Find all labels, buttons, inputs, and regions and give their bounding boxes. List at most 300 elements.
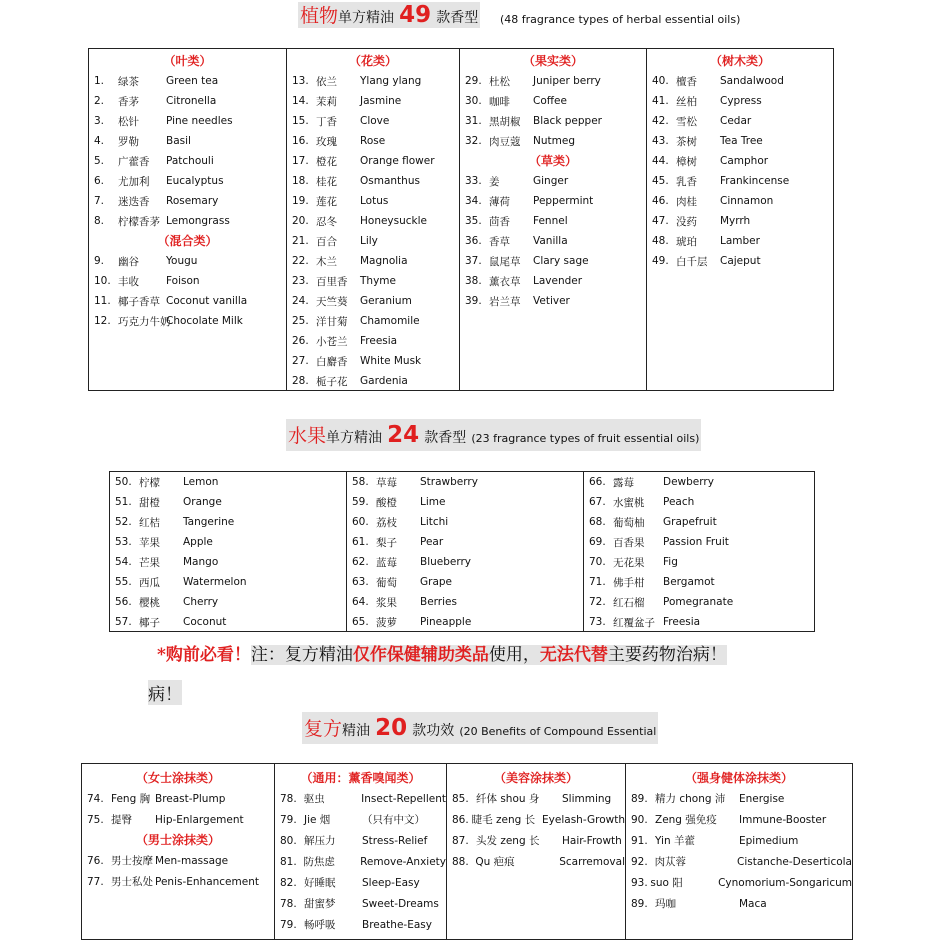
compound-column bbox=[275, 764, 447, 939]
oil-entry bbox=[460, 251, 646, 271]
entry-number: 52. bbox=[115, 516, 132, 528]
entry-number: 65. bbox=[352, 616, 369, 628]
oil-entry bbox=[287, 191, 459, 211]
entry-number: 60. bbox=[352, 516, 369, 528]
entry-number: 43. bbox=[652, 135, 669, 147]
entry-chinese-name: 西瓜 bbox=[139, 576, 160, 589]
entry-chinese-name: 蓝莓 bbox=[376, 556, 397, 569]
oil-entry bbox=[647, 131, 833, 151]
entry-english-name: Remove-Anxiety bbox=[360, 855, 446, 868]
oil-entry bbox=[584, 532, 814, 552]
entry-chinese-name: 小苍兰 bbox=[316, 335, 348, 348]
oil-entry bbox=[626, 830, 852, 851]
entry-number: 21. bbox=[292, 235, 309, 247]
entry-english-name: Pear bbox=[420, 536, 444, 548]
entry-chinese-name: 罗勒 bbox=[118, 135, 139, 148]
entry-english-name: Breast-Plump bbox=[155, 792, 226, 805]
entry-number: 71. bbox=[589, 576, 606, 588]
oil-entry bbox=[347, 472, 583, 492]
fruit-table bbox=[109, 471, 815, 632]
entry-english-name: Bergamot bbox=[663, 576, 715, 588]
entry-number: 76. bbox=[87, 854, 104, 867]
entry-chinese-name: 柠檬 bbox=[139, 476, 160, 489]
entry-number: 10. bbox=[94, 275, 111, 287]
entry-chinese-name: 迷迭香 bbox=[118, 195, 150, 208]
oil-entry bbox=[584, 552, 814, 572]
entry-number: 77. bbox=[87, 875, 104, 888]
entry-chinese-name: 肉桂 bbox=[676, 195, 697, 208]
entry-english-name: Freesia bbox=[663, 616, 701, 628]
entry-chinese-name: 解压力 bbox=[304, 835, 336, 847]
category-heading: （美容涂抹类） bbox=[493, 771, 578, 785]
category-heading: （树木类） bbox=[709, 54, 770, 68]
entry-chinese-name: 莲花 bbox=[316, 195, 337, 208]
entry-chinese-name: 畅呼吸 bbox=[304, 919, 336, 931]
fruit-title-mid: 单方精油 bbox=[326, 430, 383, 446]
entry-chinese-name: 精力 chong 沛 bbox=[655, 793, 726, 805]
entry-number: 59. bbox=[352, 496, 369, 508]
entry-english-name: Breathe-Easy bbox=[362, 918, 432, 931]
oil-entry bbox=[275, 830, 446, 851]
entry-english-name: Chocolate Milk bbox=[166, 315, 243, 327]
entry-english-name: Cistanche-Deserticola bbox=[737, 855, 852, 868]
fruit-column bbox=[584, 472, 814, 631]
entry-chinese-name: 肉苁蓉 bbox=[654, 856, 687, 868]
entry-number: 74. bbox=[87, 792, 104, 805]
entry-number: 36. bbox=[465, 235, 482, 247]
entry-english-name: Frankincense bbox=[720, 175, 790, 187]
oil-entry bbox=[460, 91, 646, 111]
entry-english-name: Gardenia bbox=[360, 375, 408, 387]
entry-number: 70. bbox=[589, 556, 606, 568]
herbal-table bbox=[88, 48, 834, 391]
entry-number: 78. bbox=[280, 792, 297, 805]
notice-tail: 病！ bbox=[148, 680, 182, 705]
entry-chinese-name: 黑胡椒 bbox=[489, 115, 521, 128]
oil-entry bbox=[82, 850, 274, 871]
compound-title-en: (20 Benefits of Compound Essential bbox=[459, 725, 657, 738]
entry-number: 48. bbox=[652, 235, 669, 247]
entry-number: 53. bbox=[115, 536, 132, 548]
entry-chinese-name: 甜蜜梦 bbox=[304, 898, 336, 910]
oil-entry bbox=[626, 872, 852, 893]
entry-chinese-name: 纤体 shou 身 bbox=[476, 793, 540, 805]
entry-number: 56. bbox=[115, 596, 132, 608]
entry-english-name: （只有中文） bbox=[362, 814, 425, 826]
oil-entry bbox=[447, 788, 625, 809]
entry-english-name: Pomegranate bbox=[663, 596, 734, 608]
oil-entry bbox=[460, 231, 646, 251]
oil-entry bbox=[287, 251, 459, 271]
herbal-title-num: 49 bbox=[399, 2, 432, 28]
entry-chinese-name: 睫毛 zeng 长 bbox=[471, 814, 536, 826]
entry-chinese-name: 甜橙 bbox=[139, 496, 160, 509]
entry-chinese-name: 乳香 bbox=[676, 175, 697, 188]
entry-english-name: Stress-Relief bbox=[362, 834, 428, 847]
entry-number: 42. bbox=[652, 115, 669, 127]
entry-number: 13. bbox=[292, 75, 309, 87]
entry-english-name: Peppermint bbox=[533, 195, 594, 207]
oil-entry bbox=[460, 111, 646, 131]
compound-title-mid: 精油 bbox=[342, 723, 371, 739]
oil-entry bbox=[89, 171, 286, 191]
entry-english-name: Lime bbox=[420, 496, 446, 508]
entry-number: 30. bbox=[465, 95, 482, 107]
oil-entry bbox=[460, 271, 646, 291]
entry-english-name: Mango bbox=[183, 556, 219, 568]
oil-entry bbox=[584, 572, 814, 592]
category-heading: （叶类） bbox=[163, 54, 212, 68]
entry-english-name: Rosemary bbox=[166, 195, 219, 207]
fruit-title-en: (23 fragrance types of fruit essential oils) bbox=[471, 432, 700, 445]
oil-entry bbox=[584, 492, 814, 512]
entry-number: 68. bbox=[589, 516, 606, 528]
category-heading: （混合类） bbox=[157, 234, 218, 248]
entry-english-name: Lavender bbox=[533, 275, 583, 287]
entry-number: 55. bbox=[115, 576, 132, 588]
entry-english-name: Eucalyptus bbox=[166, 175, 224, 187]
entry-chinese-name: 提臀 bbox=[111, 814, 132, 826]
entry-english-name: Chamomile bbox=[360, 315, 420, 327]
entry-english-name: Strawberry bbox=[420, 476, 478, 488]
entry-english-name: Patchouli bbox=[166, 155, 214, 167]
oil-entry bbox=[626, 788, 852, 809]
entry-chinese-name: 椰子 bbox=[139, 616, 160, 629]
entry-english-name: Peach bbox=[663, 496, 695, 508]
entry-number: 8. bbox=[94, 215, 105, 227]
entry-chinese-name: 男士私处 bbox=[111, 876, 153, 888]
oil-entry bbox=[626, 809, 852, 830]
oil-entry bbox=[287, 331, 459, 351]
entry-english-name: Maca bbox=[739, 897, 767, 910]
entry-number: 35. bbox=[465, 215, 482, 227]
entry-number: 91. bbox=[631, 834, 648, 847]
entry-english-name: Cypress bbox=[720, 95, 762, 107]
entry-chinese-name: 香茅 bbox=[118, 95, 139, 108]
entry-chinese-name: 白千层 bbox=[676, 255, 708, 268]
entry-english-name: Ginger bbox=[533, 175, 569, 187]
fruit-title-suffix: 款香型 bbox=[424, 430, 467, 446]
entry-number: 16. bbox=[292, 135, 309, 147]
fruit-title bbox=[286, 419, 701, 451]
entry-chinese-name: 丁香 bbox=[316, 115, 337, 128]
entry-number: 58. bbox=[352, 476, 369, 488]
oil-entry bbox=[584, 512, 814, 532]
entry-english-name: Pineapple bbox=[420, 616, 472, 628]
entry-number: 63. bbox=[352, 576, 369, 588]
compound-table bbox=[81, 763, 853, 940]
entry-number: 11. bbox=[94, 295, 111, 307]
entry-number: 12. bbox=[94, 315, 111, 327]
oil-entry bbox=[275, 809, 446, 830]
oil-entry bbox=[626, 851, 852, 872]
oil-entry bbox=[89, 251, 286, 271]
entry-english-name: Vetiver bbox=[533, 295, 570, 307]
category-heading: （女士涂抹类） bbox=[135, 771, 220, 785]
entry-english-name: Immune-Booster bbox=[739, 813, 827, 826]
herbal-column bbox=[647, 49, 833, 390]
category-heading: （果实类） bbox=[522, 54, 583, 68]
oil-entry bbox=[275, 914, 446, 935]
entry-number: 27. bbox=[292, 355, 309, 367]
entry-chinese-name: 红覆盆子 bbox=[613, 616, 655, 629]
entry-number: 81. bbox=[280, 855, 297, 868]
entry-number: 62. bbox=[352, 556, 369, 568]
entry-english-name: Juniper berry bbox=[533, 75, 601, 87]
entry-english-name: Yougu bbox=[166, 255, 198, 267]
oil-entry bbox=[647, 171, 833, 191]
entry-chinese-name: 佛手柑 bbox=[613, 576, 645, 589]
oil-entry bbox=[275, 872, 446, 893]
oil-entry bbox=[584, 592, 814, 612]
entry-english-name: Coconut bbox=[183, 616, 227, 628]
oil-entry bbox=[584, 612, 814, 632]
entry-english-name: Rose bbox=[360, 135, 386, 147]
oil-entry bbox=[287, 311, 459, 331]
entry-english-name: Energise bbox=[739, 792, 785, 805]
entry-number: 89. bbox=[631, 897, 648, 910]
oil-entry bbox=[460, 131, 646, 151]
oil-entry bbox=[89, 191, 286, 211]
oil-entry bbox=[647, 211, 833, 231]
oil-entry bbox=[647, 111, 833, 131]
entry-chinese-name: 洋甘菊 bbox=[316, 315, 348, 328]
oil-entry bbox=[647, 251, 833, 271]
category-heading: （强身健体涂抹类） bbox=[684, 771, 793, 785]
entry-english-name: Hip-Enlargement bbox=[155, 813, 244, 826]
entry-number: 86. bbox=[452, 813, 469, 826]
entry-chinese-name: 茉莉 bbox=[316, 95, 337, 108]
entry-english-name: Men-massage bbox=[155, 854, 229, 867]
entry-chinese-name: 巧克力牛奶 bbox=[118, 315, 171, 328]
entry-number: 92. bbox=[631, 855, 648, 868]
herbal-title-en: (48 fragrance types of herbal essential oils) bbox=[500, 13, 741, 26]
entry-english-name: Slimming bbox=[562, 792, 612, 805]
oil-entry bbox=[447, 851, 625, 872]
entry-chinese-name: 百里香 bbox=[316, 275, 348, 288]
entry-chinese-name: 尤加利 bbox=[118, 175, 150, 188]
oil-entry bbox=[89, 311, 286, 331]
entry-number: 82. bbox=[280, 876, 297, 889]
entry-chinese-name: 松针 bbox=[118, 115, 139, 128]
entry-number: 47. bbox=[652, 215, 669, 227]
oil-entry bbox=[110, 572, 346, 592]
category-heading: （花类） bbox=[348, 54, 397, 68]
entry-english-name: Foison bbox=[166, 275, 200, 287]
entry-chinese-name: 肉豆蔻 bbox=[489, 135, 521, 148]
herbal-column bbox=[287, 49, 460, 390]
entry-number: 44. bbox=[652, 155, 669, 167]
entry-english-name: Ylang ylang bbox=[360, 75, 422, 87]
entry-chinese-name: 鼠尾草 bbox=[489, 255, 521, 268]
oil-entry bbox=[347, 532, 583, 552]
entry-number: 38. bbox=[465, 275, 482, 287]
entry-english-name: Basil bbox=[166, 135, 191, 147]
entry-english-name: Scarremoval bbox=[559, 855, 625, 868]
oil-entry bbox=[460, 71, 646, 91]
entry-english-name: Sleep-Easy bbox=[362, 876, 420, 889]
category-heading: （男士涂抹类） bbox=[135, 833, 220, 847]
oil-entry bbox=[110, 472, 346, 492]
entry-english-name: Cherry bbox=[183, 596, 219, 608]
oil-entry bbox=[347, 612, 583, 632]
entry-english-name: Blueberry bbox=[420, 556, 472, 568]
entry-english-name: Lotus bbox=[360, 195, 389, 207]
oil-entry bbox=[82, 809, 274, 830]
entry-english-name: Camphor bbox=[720, 155, 769, 167]
entry-english-name: Eyelash-Growth bbox=[542, 813, 625, 826]
entry-number: 32. bbox=[465, 135, 482, 147]
entry-number: 90. bbox=[631, 813, 648, 826]
entry-chinese-name: 驱虫 bbox=[303, 793, 325, 805]
entry-chinese-name: 菠萝 bbox=[376, 616, 397, 629]
entry-number: 29. bbox=[465, 75, 482, 87]
entry-chinese-name: 露莓 bbox=[613, 476, 634, 489]
entry-english-name: Apple bbox=[183, 536, 213, 548]
entry-english-name: Penis-Enhancement bbox=[155, 875, 259, 888]
fruit-title-num: 24 bbox=[387, 422, 420, 448]
entry-chinese-name: 梨子 bbox=[376, 536, 397, 549]
entry-english-name: Vanilla bbox=[533, 235, 568, 247]
oil-entry bbox=[110, 492, 346, 512]
oil-entry bbox=[89, 111, 286, 131]
entry-number: 69. bbox=[589, 536, 606, 548]
entry-number: 6. bbox=[94, 175, 105, 187]
entry-chinese-name: 男士按摩 bbox=[111, 855, 153, 867]
oil-entry bbox=[275, 851, 446, 872]
entry-english-name: Fennel bbox=[533, 215, 568, 227]
entry-chinese-name: 好睡眠 bbox=[304, 877, 336, 889]
oil-entry bbox=[89, 91, 286, 111]
entry-number: 20. bbox=[292, 215, 309, 227]
entry-number: 79. bbox=[280, 918, 297, 931]
entry-chinese-name: 茴香 bbox=[489, 215, 510, 228]
oil-entry bbox=[110, 532, 346, 552]
entry-number: 31. bbox=[465, 115, 482, 127]
oil-entry bbox=[647, 191, 833, 211]
entry-english-name: Fig bbox=[663, 556, 678, 568]
entry-chinese-name: 雪松 bbox=[676, 115, 697, 128]
oil-entry bbox=[110, 512, 346, 532]
entry-chinese-name: 绿茶 bbox=[118, 75, 139, 88]
oil-entry bbox=[89, 291, 286, 311]
entry-chinese-name: 薄荷 bbox=[489, 195, 510, 208]
oil-entry bbox=[110, 552, 346, 572]
entry-english-name: Sweet-Dreams bbox=[362, 897, 439, 910]
entry-chinese-name: 芒果 bbox=[139, 556, 160, 569]
oil-entry bbox=[287, 91, 459, 111]
oil-entry bbox=[447, 830, 625, 851]
oil-entry bbox=[287, 351, 459, 371]
entry-chinese-name: 依兰 bbox=[316, 75, 337, 88]
entry-chinese-name: Yin 羊藿 bbox=[655, 835, 695, 847]
entry-chinese-name: 丰收 bbox=[118, 275, 139, 288]
entry-english-name: Pine needles bbox=[166, 115, 233, 127]
entry-english-name: Lamber bbox=[720, 235, 760, 247]
entry-english-name: Green tea bbox=[166, 75, 219, 87]
entry-chinese-name: 椰子香草 bbox=[118, 295, 160, 308]
entry-english-name: Watermelon bbox=[183, 576, 247, 588]
oil-entry bbox=[287, 291, 459, 311]
entry-number: 14. bbox=[292, 95, 309, 107]
entry-number: 18. bbox=[292, 175, 309, 187]
entry-chinese-name: 白麝香 bbox=[316, 355, 348, 368]
oil-entry bbox=[460, 291, 646, 311]
herbal-title-mid: 单方精油 bbox=[338, 10, 395, 26]
entry-chinese-name: 幽谷 bbox=[118, 255, 139, 268]
entry-chinese-name: suo 阳 bbox=[650, 877, 683, 889]
oil-entry bbox=[460, 171, 646, 191]
entry-chinese-name: 头发 zeng 长 bbox=[476, 835, 540, 847]
oil-entry bbox=[110, 612, 346, 632]
entry-chinese-name: 天竺葵 bbox=[316, 295, 348, 308]
entry-english-name: Clary sage bbox=[533, 255, 589, 267]
entry-chinese-name: 咖啡 bbox=[489, 95, 510, 108]
category-heading: （草类） bbox=[528, 154, 577, 168]
entry-chinese-name: 薰衣草 bbox=[489, 275, 521, 288]
entry-number: 80. bbox=[280, 834, 297, 847]
fruit-column bbox=[110, 472, 347, 631]
entry-number: 93. bbox=[631, 876, 648, 889]
entry-number: 2. bbox=[94, 95, 105, 107]
entry-chinese-name: 水蜜桃 bbox=[613, 496, 645, 509]
entry-english-name: Sandalwood bbox=[720, 75, 784, 87]
compound-title-red: 复方 bbox=[304, 718, 343, 740]
entry-chinese-name: 茶树 bbox=[676, 135, 697, 148]
entry-number: 51. bbox=[115, 496, 132, 508]
oil-entry bbox=[647, 151, 833, 171]
entry-chinese-name: 琥珀 bbox=[676, 235, 697, 248]
oil-entry bbox=[347, 512, 583, 532]
entry-number: 87. bbox=[452, 834, 469, 847]
entry-english-name: Lemongrass bbox=[166, 215, 230, 227]
oil-entry bbox=[287, 131, 459, 151]
entry-chinese-name: 杜松 bbox=[489, 75, 510, 88]
entry-english-name: Black pepper bbox=[533, 115, 602, 127]
oil-entry bbox=[287, 171, 459, 191]
entry-number: 25. bbox=[292, 315, 309, 327]
entry-chinese-name: 浆果 bbox=[376, 596, 397, 609]
oil-entry bbox=[347, 572, 583, 592]
entry-english-name: Tangerine bbox=[183, 516, 235, 528]
entry-english-name: Honeysuckle bbox=[360, 215, 428, 227]
entry-number: 3. bbox=[94, 115, 105, 127]
herbal-column bbox=[89, 49, 287, 390]
entry-chinese-name: 檀香 bbox=[676, 75, 697, 88]
oil-entry bbox=[89, 211, 286, 231]
entry-chinese-name: 百香果 bbox=[613, 536, 645, 549]
entry-number: 34. bbox=[465, 195, 482, 207]
entry-english-name: White Musk bbox=[360, 355, 422, 367]
entry-number: 39. bbox=[465, 295, 482, 307]
entry-number: 15. bbox=[292, 115, 309, 127]
compound-title bbox=[302, 712, 658, 744]
entry-chinese-name: Feng 胸 bbox=[111, 793, 151, 805]
oil-entry bbox=[584, 472, 814, 492]
oil-entry bbox=[82, 788, 274, 809]
oil-entry bbox=[647, 231, 833, 251]
entry-english-name: Jasmine bbox=[360, 95, 402, 107]
oil-entry bbox=[626, 893, 852, 914]
entry-number: 5. bbox=[94, 155, 105, 167]
entry-number: 22. bbox=[292, 255, 309, 267]
entry-english-name: Geranium bbox=[360, 295, 412, 307]
compound-column bbox=[82, 764, 275, 939]
entry-english-name: Lemon bbox=[183, 476, 219, 488]
entry-number: 85. bbox=[452, 792, 469, 805]
entry-english-name: Myrrh bbox=[720, 215, 751, 227]
entry-number: 45. bbox=[652, 175, 669, 187]
